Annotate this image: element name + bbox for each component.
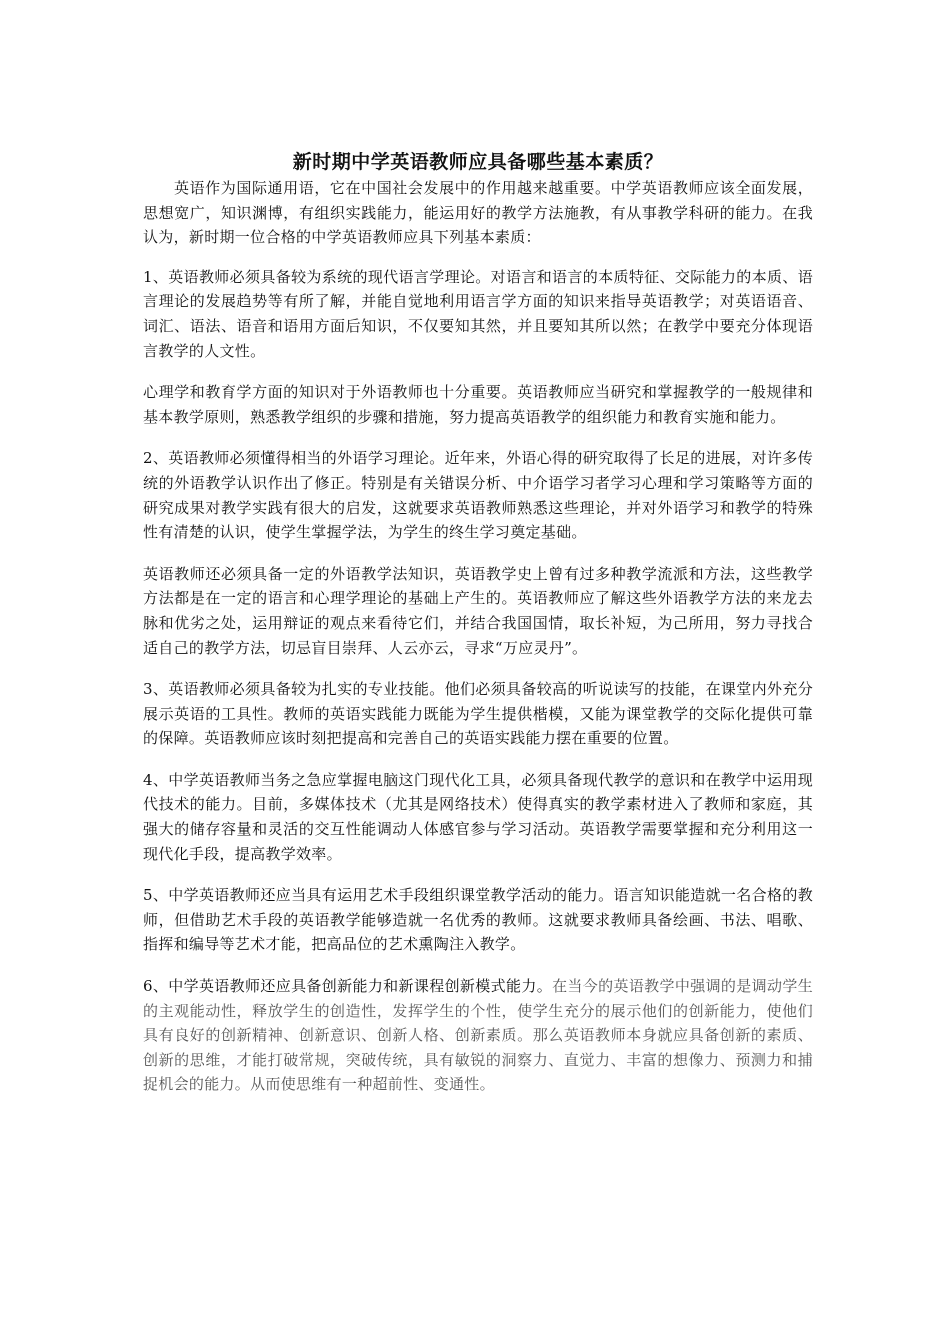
paragraph-2-methods: 英语教师还必须具备一定的外语教学法知识，英语教学史上曾有过多种教学流派和方法，这些教学方法都是在一定的语言和心理学理论的基础上产生的。英语教师应了解这些外语教学方法的来龙去脉和优劣之处，运用辩证的观点来看待它们，并结合我国国情，取长补短，为己所用，努力寻找合适自己的教学方法，切忌盲目崇拜、人云亦云，寻求“万应灵丹”。 (143, 564, 813, 657)
intro-paragraph: 英语作为国际通用语，它在中国社会发展中的作用越来越重要。中学英语教师应该全面发展，思想宽广，知识渊博，有组织实践能力，能运用好的教学方法施教，有从事教学科研的能力。在我认为，新时期一位合格的中学英语教师应具下列基本素质： (143, 179, 813, 247)
paragraph-4: 4、中学英语教师当务之急应掌握电脑这门现代化工具，必须具备现代教学的意识和在教学中运用现代技术的能力。目前，多媒体技术（尤其是网络技术）使得真实的教学素材进入了教师和家庭，其强大的储存容量和灵活的交互性能调动人体感官参与学习活动。英语教学需要掌握和充分利用这一现代化手段，提高教学效率。 (143, 770, 813, 863)
paragraph-6 (143, 974, 813, 1097)
document-page (143, 148, 813, 1114)
paragraph-5: 5、中学英语教师还应当具有运用艺术手段组织课堂教学活动的能力。语言知识能造就一名合格的教师，但借助艺术手段的英语教学能够造就一名优秀的教师。这就要求教师具备绘画、书法、唱歌、指挥和编导等艺术才能，把高品位的艺术熏陶注入教学。 (143, 886, 813, 954)
paragraph-2: 2、英语教师必须懂得相当的外语学习理论。近年来，外语心得的研究取得了长足的进展，对许多传统的外语教学认识作出了修正。特别是有关错误分析、中介语学习者学习心理和学习策略等方面的研究成果对教学实践有很大的启发，这就要求英语教师熟悉这些理论，并对外语学习和教学的特殊性有清楚的认识，使学生掌握学法，为学生的终生学习奠定基础。 (143, 449, 813, 542)
document-title: 新时期中学英语教师应具备哪些基本素质？ (292, 151, 664, 173)
paragraph-1-psychology: 心理学和教育学方面的知识对于外语教师也十分重要。英语教师应当研究和掌握教学的一般规律和基本教学原则，熟悉教学组织的步骤和措施，努力提高英语教学的组织能力和教育实施和能力。 (143, 383, 813, 426)
paragraph-1: 1、英语教师必须具备较为系统的现代语言学理论。对语言和语言的本质特征、交际能力的本质、语言理论的发展趋势等有所了解，并能自觉地利用语言学方面的知识来指导英语教学；对英语语音、词汇、语法、语音和语用方面后知识，不仅要知其然，并且要知其所以然；在教学中要充分体现语言教学的人文性。 (143, 267, 813, 360)
paragraph-6-lead: 6、中学英语教师还应具备创新能力和新课程创新模式能力。 (143, 977, 553, 996)
paragraph-3: 3、英语教师必须具备较为扎实的专业技能。他们必须具备较高的听说读写的技能，在课堂内外充分展示英语的工具性。教师的英语实践能力既能为学生提供楷模，又能为课堂教学的交际化提供可靠的保障。英语教师应该时刻把提高和完善自己的英语实践能力摆在重要的位置。 (143, 680, 813, 748)
paragraph-6-body: 在当今的英语教学中强调的是调动学生的主观能动性，释放学生的创造性，发挥学生的个性，使学生充分的展示他们的创新能力，使他们具有良好的创新精神、创新意识、创新人格、创新素质。那么英语教师本身就应具备创新的素质、创新的思维，才能打破常规，突破传统，具有敏锐的洞察力、直觉力、丰富的想像力、预测力和捕捉机会的能力。从而使思维有一种超前性、变通性。 (143, 977, 813, 1094)
